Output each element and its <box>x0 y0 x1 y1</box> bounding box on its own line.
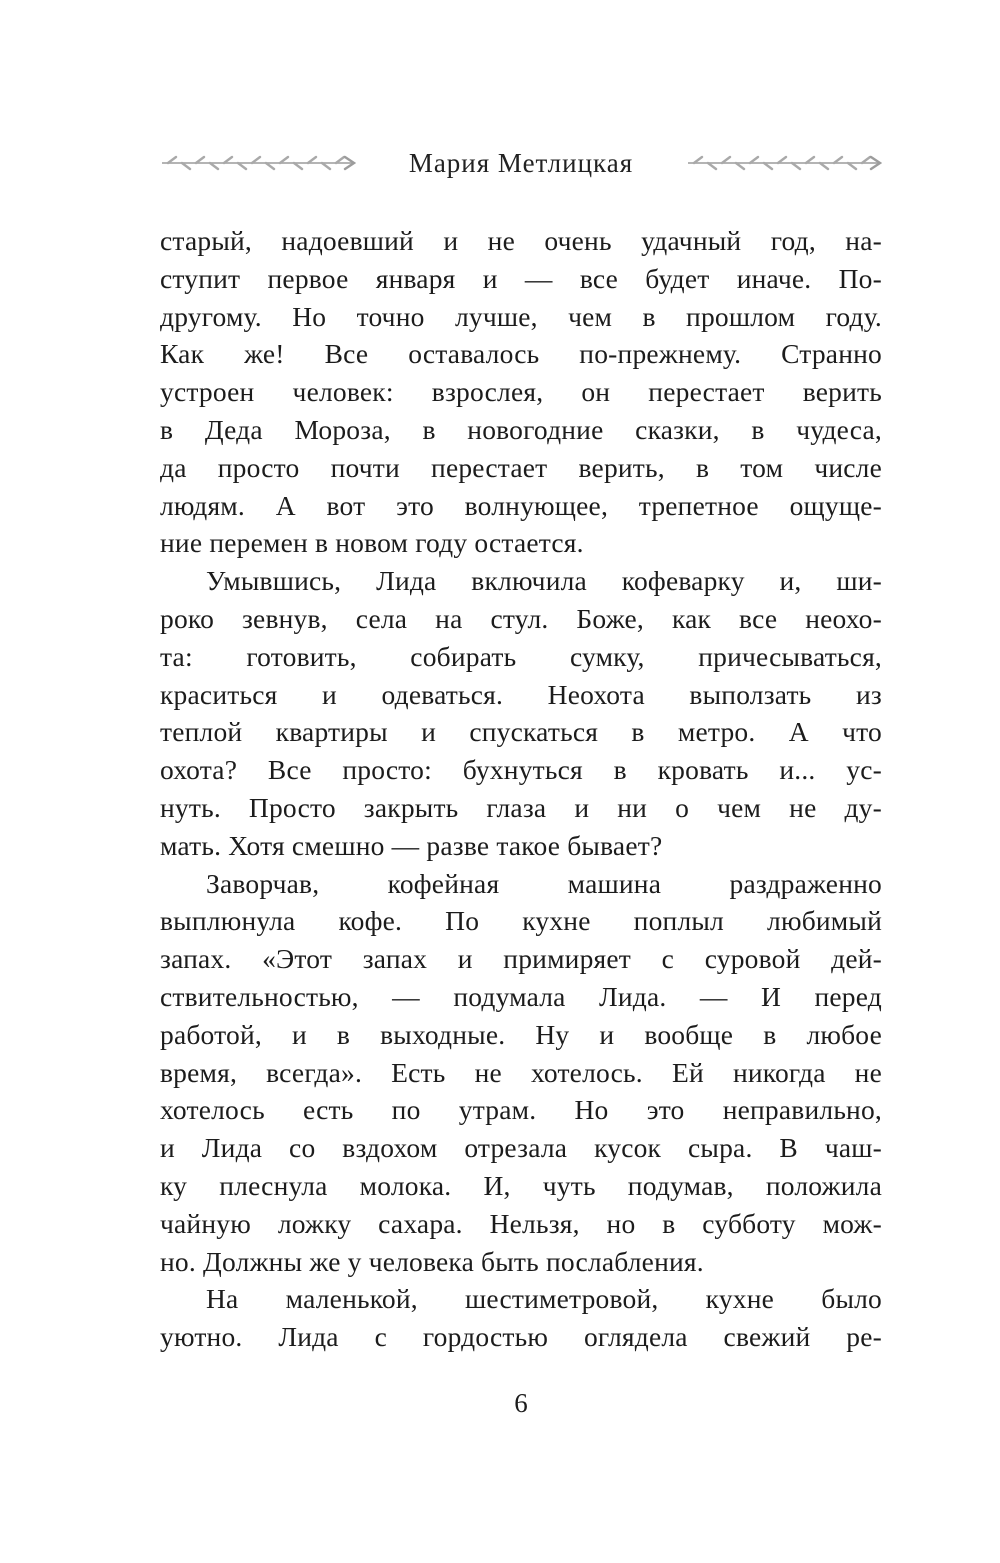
text-line: людям. А вот это волнующее, трепетное ощуще- <box>160 489 882 521</box>
text-line: уютно. Лида с гордостью оглядела свежий ре- <box>160 1321 882 1353</box>
text-line: охота? Все просто: бухнуться в кровать и... ус- <box>160 754 882 786</box>
floral-ornament-left-icon <box>160 154 356 172</box>
text-line: ствительностью, — подумала Лида. — И перед <box>160 980 882 1012</box>
text-line: На маленькой, шестиметровой, кухне было <box>206 1283 882 1315</box>
paragraph <box>160 1280 882 1356</box>
text-line: ступит первое января и — все будет иначе. По- <box>160 262 882 294</box>
text-line: в Деда Мороза, в новогодние сказки, в чудеса, <box>160 413 882 445</box>
text-line: старый, надоевший и не очень удачный год, на- <box>160 225 882 256</box>
paragraph <box>160 865 882 1281</box>
text-line: нуть. Просто закрыть глаза и ни о чем не ду- <box>160 791 882 823</box>
text-line: та: готовить, собирать сумку, причесываться, <box>160 640 882 672</box>
text-line: теплой квартиры и спускаться в метро. А что <box>160 716 882 748</box>
text-line: да просто почти перестает верить, в том числе <box>160 451 882 483</box>
text-line: ку плеснула молока. И, чуть подумав, положила <box>160 1169 882 1201</box>
paragraph <box>160 222 882 562</box>
text-line: мать. Хотя смешно — разве такое бывает? <box>160 829 663 861</box>
running-header <box>160 146 882 180</box>
floral-ornament-right-icon <box>686 154 882 172</box>
author-name: Мария Метлицкая <box>408 147 634 178</box>
text-line: роко зевнув, села на стул. Боже, как все неохо- <box>160 602 882 634</box>
page-content <box>160 146 882 1356</box>
text-line: и Лида со вздохом отрезала кусок сыра. В чаш- <box>160 1132 882 1164</box>
text-line: выплюнула кофе. По кухне поплыл любимый <box>160 905 882 937</box>
text-line: запах. «Этот запах и примиряет с суровой дей- <box>160 943 882 975</box>
text-line: чайную ложку сахара. Нельзя, но в субботу мож- <box>160 1207 882 1239</box>
paragraph <box>160 562 882 864</box>
text-line: устроен человек: взрослея, он перестает верить <box>160 376 882 408</box>
text-line: время, всегда». Есть не хотелось. Ей никогда не <box>160 1056 882 1088</box>
text-line: но. Должны же у человека быть послабления. <box>160 1245 704 1277</box>
text-line: Заворчав, кофейная машина раздраженно <box>206 867 882 899</box>
text-line: ние перемен в новом году остается. <box>160 527 584 559</box>
text-line: хотелось есть по утрам. Но это неправильно, <box>160 1094 882 1126</box>
body-text <box>160 222 882 1356</box>
page-number: 6 <box>514 1388 528 1418</box>
text-line: Как же! Все оставалось по-прежнему. Странно <box>160 338 882 370</box>
text-line: краситься и одеваться. Неохота выползать из <box>160 678 882 710</box>
text-line: другому. Но точно лучше, чем в прошлом году. <box>160 300 882 332</box>
text-line: Умывшись, Лида включила кофеварку и, ши- <box>206 565 882 597</box>
text-line: работой, и в выходные. Ну и вообще в любое <box>160 1018 882 1050</box>
